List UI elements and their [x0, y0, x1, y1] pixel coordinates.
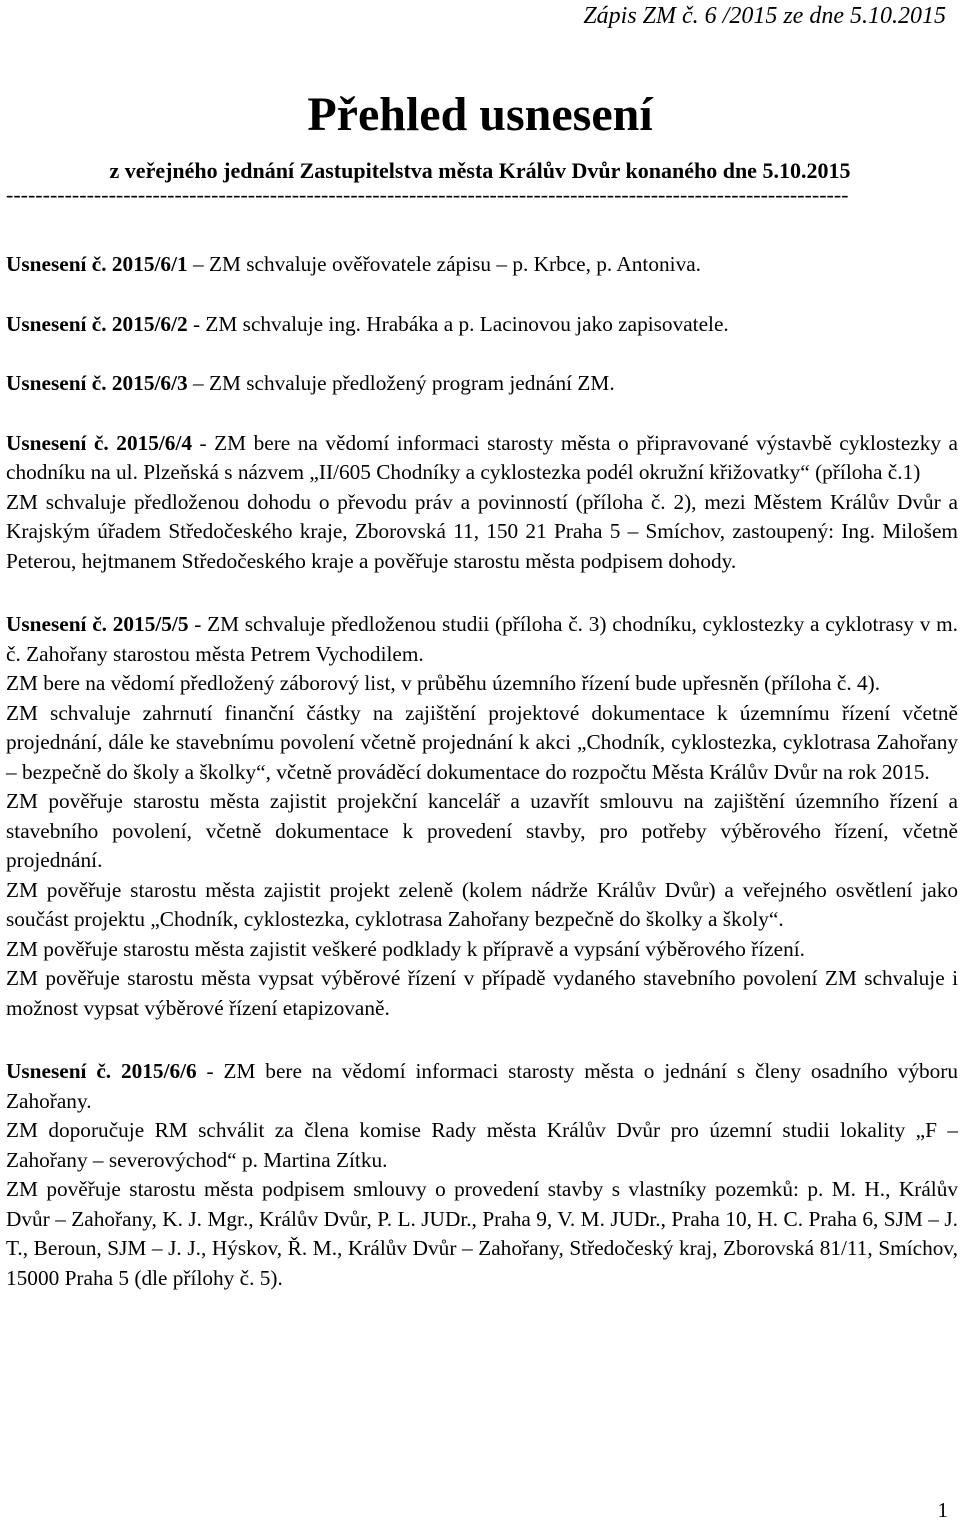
- resolution-paragraph: ZM pověřuje starostu města podpisem smlouvy o provedení stavby s vlastníky pozemků: p. M. H., Králův Dvůr – Zahořany, K. J. Mgr., Králův Dvůr, P. L. JUDr., Praha 9, V. M. JUDr., Praha 10, H. C. Praha 6, SJM – J. T., Beroun, SJM – J. J., Hýskov, Ř. M., Králův Dvůr – Zahořany, Středočeský kraj, Zborovská 81/11, Smíchov, 15000 Praha 5 (dle přílohy č. 5).: [6, 1177, 958, 1290]
- resolution-text: - ZM schvaluje ing. Hrabáka a p. Lacinovou jako zapisovatele.: [187, 311, 729, 336]
- resolution-4: [6, 429, 958, 488]
- resolution-6: [6, 1057, 958, 1116]
- page-title: Přehled usnesení: [307, 88, 653, 141]
- resolution-3: [6, 369, 958, 399]
- resolution-text: - ZM schvaluje předloženou studii (příloha č. 3) chodníku, cyklostezky a cyklotrasy v m. č. Zahořany starostou města Petrem Vychodilem.: [6, 612, 958, 666]
- resolution-text: – ZM schvaluje ověřovatele zápisu – p. Krbce, p. Antoniva.: [187, 252, 701, 276]
- resolution-number: 2015/6/2: [111, 311, 188, 336]
- resolution-label: Usnesení č.: [6, 430, 109, 455]
- page-number: 1: [937, 1498, 948, 1522]
- resolution-paragraph: ZM schvaluje zahrnutí finanční částky na zajištění projektové dokumentace k územnímu řízení včetně projednání, dále ke stavebnímu povolení včetně projednání k akci „Chodník, cyklostezka, cyklotrasa Zahořany – bezpečně do školy a školky“, včetně prováděcí dokumentace do rozpočtu Města Králův Dvůr na rok 2015.: [6, 700, 958, 784]
- resolution-text: - ZM bere na vědomí informaci starosty města o připravované výstavbě cyklostezky a chodníku na ul. Plzeňská s názvem „II/605 Chodníky a cyklostezka podél okružní křižovatky“ (příloha č.1): [6, 430, 959, 484]
- resolution-label: Usnesení č.: [6, 371, 107, 395]
- resolution-number: 2015/6/6: [120, 1059, 197, 1083]
- resolution-label: Usnesení č.: [6, 612, 107, 636]
- separator-line: -------------------------------------------------------------------------------------------------------------------: [6, 182, 849, 207]
- resolution-paragraph: ZM pověřuje starostu města vypsat výběrové řízení v případě vydaného stavebního povolení ZM schvaluje i možnost vypsat výběrové řízení etapizovaně.: [6, 966, 958, 1020]
- resolution-5: [6, 610, 958, 669]
- resolution-number: 2015/6/4: [116, 430, 193, 455]
- page-subtitle: z veřejného jednání Zastupitelstva města Králův Dvůr konaného dne 5.10.2015: [109, 158, 851, 183]
- resolution-2: [6, 310, 958, 340]
- resolution-label: Usnesení č.: [6, 252, 107, 276]
- resolution-number: 2015/5/5: [112, 612, 189, 636]
- resolution-paragraph: ZM pověřuje starostu města zajistit projekční kancelář a uzavřít smlouvu na zajištění územního řízení a stavebního povolení, včetně dokumentace k provedení stavby, pro potřeby výběrového řízení, včetně projednání.: [6, 789, 958, 872]
- resolution-1: [6, 250, 958, 280]
- resolutions-list: [6, 250, 958, 1293]
- document-reference: Zápis ZM č. 6 /2015 ze dne 5.10.2015: [583, 3, 946, 29]
- resolution-paragraph: ZM schvaluje předloženou dohodu o převodu práv a povinností (příloha č. 2), mezi Městem Králův Dvůr a Krajským úřadem Středočeského kraje, Zborovská 11, 150 21 Praha 5 – Smíchov, zastoupený: Ing. Milošem Peterou, hejtmanem Středočeského kraje a pověřuje starostu města podpisem dohody.: [6, 489, 958, 573]
- resolution-number: 2015/6/3: [111, 371, 188, 395]
- resolution-number: 2015/6/1: [111, 252, 188, 276]
- resolution-text: – ZM schvaluje předložený program jednání ZM.: [187, 371, 615, 395]
- resolution-paragraph: ZM bere na vědomí předložený záborový list, v průběhu územního řízení bude upřesněn (příloha č. 4).: [6, 671, 881, 695]
- resolution-text: - ZM bere na vědomí informaci starosty města o jednání s členy osadního výboru Zahořany.: [6, 1059, 959, 1113]
- resolution-paragraph: ZM pověřuje starostu města zajistit veškeré podklady k přípravě a vypsání výběrového řízení.: [6, 936, 805, 961]
- resolution-label: Usnesení č.: [6, 311, 107, 336]
- resolution-paragraph: ZM pověřuje starostu města zajistit projekt zeleně (kolem nádrže Králův Dvůr) a veřejného osvětlení jako součást projektu „Chodník, cyklostezka, cyklotrasa Zahořany bezpečně do školky a školy“.: [6, 877, 958, 931]
- resolution-paragraph: ZM doporučuje RM schválit za člena komise Rady města Králův Dvůr pro územní studii lokality „F – Zahořany – severovýchod“ p. Martina Zítku.: [6, 1118, 958, 1172]
- resolution-label: Usnesení č.: [6, 1059, 112, 1083]
